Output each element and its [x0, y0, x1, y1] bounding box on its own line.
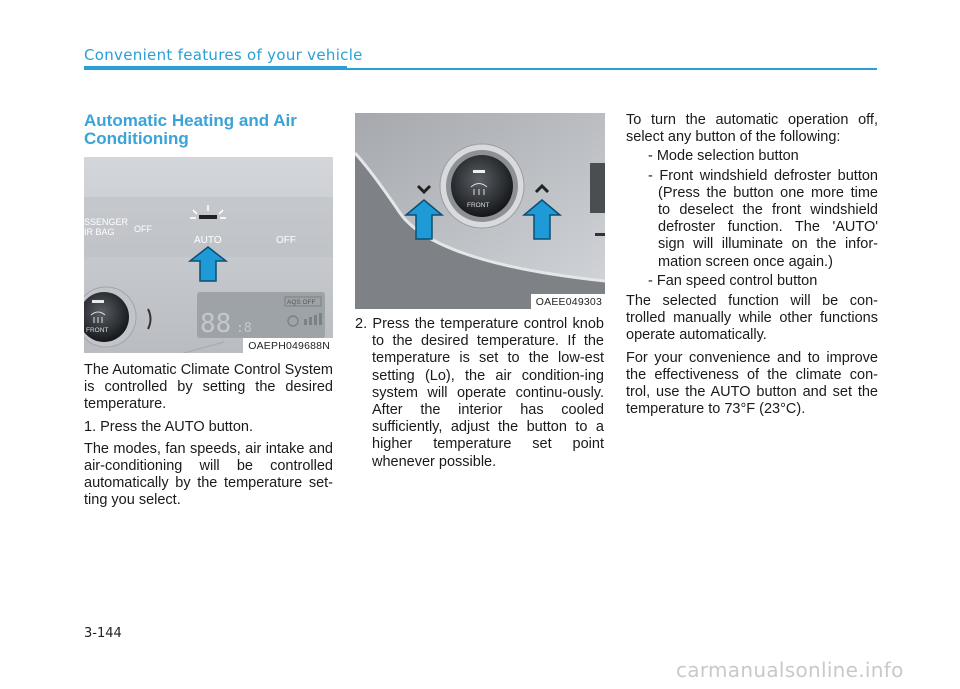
chapter-header: Convenient features of your vehicle — [84, 46, 363, 64]
paragraph: To turn the automatic operation off, select any button of the following: — [626, 112, 878, 146]
list-item: - Fan speed control button — [648, 272, 818, 289]
watermark: carmanualsonline.info — [676, 658, 904, 682]
auto-indicator — [199, 215, 217, 219]
temperature-knob-illustration — [355, 113, 605, 309]
list-item: - Mode selection button — [648, 148, 799, 165]
paragraph: The selected function will be con-trolled manually while other functions operate automatically. — [626, 293, 878, 344]
figure-climate-panel — [84, 157, 333, 353]
page-number: 3-144 — [84, 626, 122, 641]
climate-panel-illustration — [84, 157, 333, 353]
auto-label: AUTO — [194, 235, 222, 246]
section-title: Automatic Heating and Air Conditioning — [84, 111, 297, 148]
off-label: OFF — [276, 235, 296, 246]
list-item: - Front windshield defroster button (Press the button one more time to deselect the front windshield defroster function. The 'AUTO' sign will illuminate on the infor-mation screen once again.) — [648, 167, 878, 270]
knob-front-label: FRONT — [86, 327, 109, 334]
paragraph: The modes, fan speeds, air intake and air-conditioning will be controlled automatically by the temperature set-ting you select. — [84, 440, 333, 509]
paragraph: For your convenience and to improve the effectiveness of the climate con-trol, use the AUTO button and set the temperature to 73°F (23°C). — [626, 349, 878, 418]
paragraph: The Automatic Climate Control System is controlled by setting the desired temperature. — [84, 362, 334, 413]
passenger-label: SSENGER — [84, 217, 129, 227]
step-1: 1. Press the AUTO button. — [84, 418, 253, 435]
step-2: 2. Press the temperature control knob to the desired temperature. If the temperature is set to the low-est setting (Lo), the air condition-ing system will operate continu-ously. After the interior has cooled sufficiently, adjust the button to a higher temperature set point whenever possible. — [355, 316, 604, 470]
figure-temperature-knob — [355, 113, 605, 309]
column-2 — [355, 316, 604, 476]
display-small-digit: :8 — [236, 321, 252, 336]
knob-front-label: FRONT — [467, 202, 490, 209]
column-3 — [626, 112, 878, 423]
display-temp: 88 — [200, 309, 232, 339]
aqs-off-label: AQS OFF — [287, 299, 316, 306]
figure-caption: OAEE049303 — [531, 294, 605, 309]
header-rule — [347, 68, 877, 70]
airbag-off-label: OFF — [134, 224, 152, 234]
header-accent-bar — [84, 66, 347, 70]
airbag-label: IR BAG — [84, 227, 115, 237]
column-1 — [84, 362, 333, 515]
figure-caption: OAEPH049688N — [243, 338, 333, 353]
